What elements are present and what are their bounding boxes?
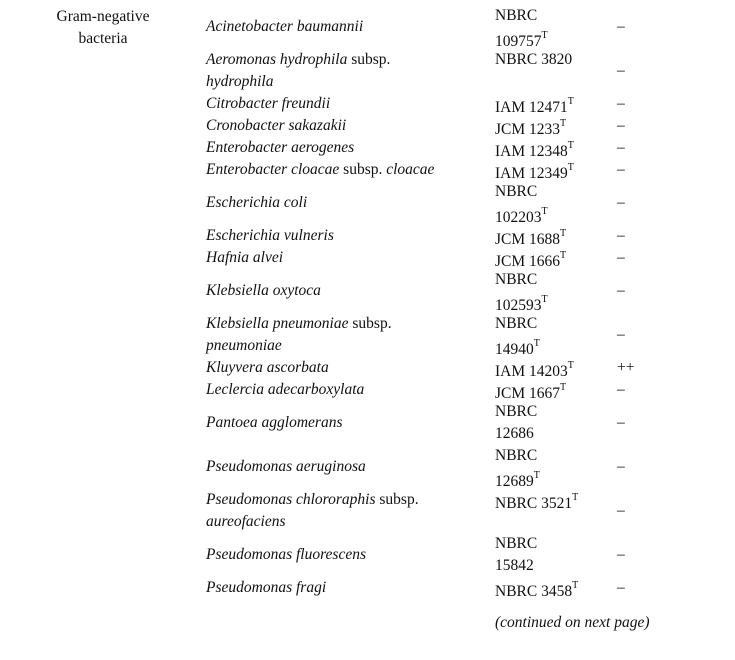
growth-value: – [617, 579, 625, 596]
growth-value: – [617, 546, 625, 563]
strain-cell [495, 137, 617, 159]
species-cell [206, 445, 495, 489]
growth-cell [617, 115, 735, 137]
strain-line [495, 5, 617, 27]
group-cell [0, 225, 206, 247]
growth-value: – [617, 139, 625, 156]
type-strain-mark: T [541, 206, 548, 217]
bacteria-table [0, 5, 735, 599]
strain-id: 14940 [495, 341, 534, 359]
species-name-italic: Klebsiella pneumoniae [206, 315, 349, 332]
strain-id: NBRC 3458 [495, 583, 573, 601]
type-strain-mark: T [541, 30, 548, 41]
strain-id: NBRC 3521 [495, 495, 573, 513]
species-name-italic: Aeromonas hydrophila [206, 51, 348, 68]
growth-value: – [617, 502, 625, 519]
growth-value: – [617, 117, 625, 134]
species-rank: subsp. [375, 491, 419, 508]
strain-cell [495, 533, 617, 577]
species-cell [206, 159, 495, 181]
group-cell [0, 577, 206, 599]
growth-cell [617, 181, 735, 225]
species-cell [206, 181, 495, 225]
growth-value: – [617, 249, 625, 266]
species-name-italic: Enterobacter cloacae [206, 161, 340, 178]
strain-id: IAM 12471 [495, 99, 568, 117]
type-strain-mark: T [567, 96, 574, 107]
species-name-italic: Citrobacter freundii [206, 95, 331, 112]
growth-cell [617, 269, 735, 313]
strain-id: JCM 1233 [495, 121, 561, 139]
species-cell [206, 137, 495, 159]
group-cell [0, 115, 206, 137]
species-name-italic: Enterobacter aerogenes [206, 139, 355, 156]
growth-value: – [617, 282, 625, 299]
group-cell [0, 159, 206, 181]
strain-cell [495, 445, 617, 489]
strain-id: JCM 1667 [495, 385, 561, 403]
species-line [206, 335, 392, 357]
group-label-line-1: Gram-negative [56, 8, 150, 25]
growth-value: – [617, 18, 625, 35]
group-cell [0, 489, 206, 533]
group-cell [0, 445, 206, 489]
strain-id: NBRC [495, 447, 538, 464]
strain-id: NBRC [495, 315, 538, 332]
species-name-italic: pneumoniae [206, 337, 282, 354]
growth-value: – [617, 194, 625, 211]
strain-line [495, 49, 617, 71]
growth-value: – [617, 326, 625, 343]
species-rank: subsp. [347, 51, 391, 68]
species-line [206, 159, 434, 181]
growth-value: – [617, 62, 625, 79]
type-strain-mark: T [560, 250, 567, 261]
growth-cell [617, 93, 735, 115]
type-strain-mark: T [533, 470, 540, 481]
group-cell [0, 313, 206, 357]
group-label-line-2: bacteria [78, 30, 128, 47]
strain-cell [495, 181, 617, 225]
strain-id: 12689 [495, 473, 534, 491]
species-rank: subsp. [339, 161, 387, 178]
strain-cell [495, 269, 617, 313]
strain-id: IAM 12349 [495, 165, 568, 183]
strain-cell [495, 159, 617, 181]
group-cell [0, 5, 206, 49]
group-cell [0, 379, 206, 401]
strain-cell [495, 93, 617, 115]
strain-id: NBRC [495, 271, 538, 288]
species-line [206, 511, 419, 533]
strain-id: JCM 1666 [495, 253, 561, 271]
species-name-italic: Hafnia alvei [206, 249, 284, 266]
strain-id: JCM 1688 [495, 231, 561, 249]
species-name-italic: Escherichia coli [206, 194, 308, 211]
species-cell [206, 489, 495, 533]
species-name-italic: Kluyvera ascorbata [206, 359, 329, 376]
species-name-italic: hydrophila [206, 73, 274, 90]
strain-id: 102593 [495, 297, 542, 315]
strain-id: NBRC [495, 183, 538, 200]
strain-id: 12686 [495, 425, 534, 442]
type-strain-mark: T [567, 162, 574, 173]
species-name-italic: Klebsiella oxytoca [206, 282, 321, 299]
strain-id: NBRC [495, 535, 538, 552]
strain-line [495, 555, 617, 577]
type-strain-mark: T [572, 580, 579, 591]
growth-value: – [617, 381, 625, 398]
species-name-italic: Pseudomonas fragi [206, 579, 327, 596]
continued-note: (continued on next page) [495, 614, 650, 631]
growth-cell [617, 357, 735, 379]
species-line [206, 49, 390, 71]
strain-line [495, 269, 617, 291]
species-name-italic: Cronobacter sakazakii [206, 117, 347, 134]
strain-cell [495, 401, 617, 445]
strain-cell [495, 577, 617, 599]
strain-cell [495, 313, 617, 357]
strain-cell [495, 225, 617, 247]
strain-cell [495, 5, 617, 49]
species-line [206, 313, 392, 335]
type-strain-mark: T [567, 140, 574, 151]
growth-cell [617, 489, 735, 533]
species-name-italic: Acinetobacter baumannii [206, 18, 364, 35]
growth-cell [617, 401, 735, 445]
type-strain-mark: T [533, 338, 540, 349]
strain-line [495, 533, 617, 555]
species-cell [206, 401, 495, 445]
species-cell [206, 115, 495, 137]
species-cell [206, 5, 495, 49]
species-cell [206, 93, 495, 115]
group-cell [0, 137, 206, 159]
growth-cell [617, 137, 735, 159]
strain-id: NBRC [495, 7, 538, 24]
growth-cell [617, 313, 735, 357]
strain-line [495, 423, 617, 445]
strain-id: 109757 [495, 33, 542, 51]
strain-line [495, 489, 617, 515]
group-cell [0, 93, 206, 115]
strain-id: 15842 [495, 557, 534, 574]
type-strain-mark: T [560, 382, 567, 393]
strain-cell [495, 357, 617, 379]
species-name-italic: Leclercia adecarboxylata [206, 381, 365, 398]
growth-cell [617, 247, 735, 269]
type-strain-mark: T [560, 228, 567, 239]
group-cell [0, 533, 206, 577]
group-cell [0, 49, 206, 93]
group-cell [0, 357, 206, 379]
type-strain-mark: T [541, 294, 548, 305]
growth-value: – [617, 95, 625, 112]
strain-id: 102203 [495, 209, 542, 227]
strain-id: NBRC 3820 [495, 51, 573, 68]
type-strain-mark: T [567, 360, 574, 371]
species-name-italic: Pseudomonas chlororaphis [206, 491, 376, 508]
species-rank: subsp. [348, 315, 392, 332]
growth-cell [617, 445, 735, 489]
growth-value: – [617, 161, 625, 178]
growth-value: – [617, 458, 625, 475]
growth-cell [617, 49, 735, 93]
growth-cell [617, 379, 735, 401]
growth-value: – [617, 227, 625, 244]
species-cell [206, 247, 495, 269]
strain-line [495, 577, 617, 603]
growth-cell [617, 577, 735, 599]
species-name-italic: Pseudomonas fluorescens [206, 546, 367, 563]
growth-cell [617, 533, 735, 577]
species-name-italic: Pantoea agglomerans [206, 414, 343, 431]
growth-value: – [617, 414, 625, 431]
growth-cell [617, 159, 735, 181]
strain-line [495, 181, 617, 203]
species-name-italic: aureofaciens [206, 513, 286, 530]
subspecies-name-italic: cloacae [386, 161, 435, 178]
type-strain-mark: T [560, 118, 567, 129]
strain-cell [495, 489, 617, 533]
group-cell [0, 401, 206, 445]
species-line [206, 71, 390, 93]
species-name-italic: Pseudomonas aeruginosa [206, 458, 366, 475]
species-cell [206, 313, 495, 357]
group-cell [0, 181, 206, 225]
species-cell [206, 379, 495, 401]
species-cell [206, 357, 495, 379]
species-cell [206, 49, 495, 93]
type-strain-mark: T [572, 492, 579, 503]
strain-line [495, 401, 617, 423]
strain-id: IAM 12348 [495, 143, 568, 161]
growth-cell [617, 5, 735, 49]
strain-cell [495, 247, 617, 269]
species-name-italic: Escherichia vulneris [206, 227, 334, 244]
growth-cell [617, 225, 735, 247]
strain-id: IAM 14203 [495, 363, 568, 381]
strain-cell [495, 115, 617, 137]
growth-value: ++ [617, 359, 635, 376]
strain-id: NBRC [495, 403, 538, 420]
strain-cell [495, 49, 617, 93]
species-cell [206, 533, 495, 577]
group-cell [0, 269, 206, 313]
species-cell [206, 225, 495, 247]
strain-cell [495, 379, 617, 401]
strain-line [495, 313, 617, 335]
species-cell [206, 577, 495, 599]
species-line [206, 489, 419, 511]
species-cell [206, 269, 495, 313]
strain-line [495, 445, 617, 467]
group-cell [0, 247, 206, 269]
